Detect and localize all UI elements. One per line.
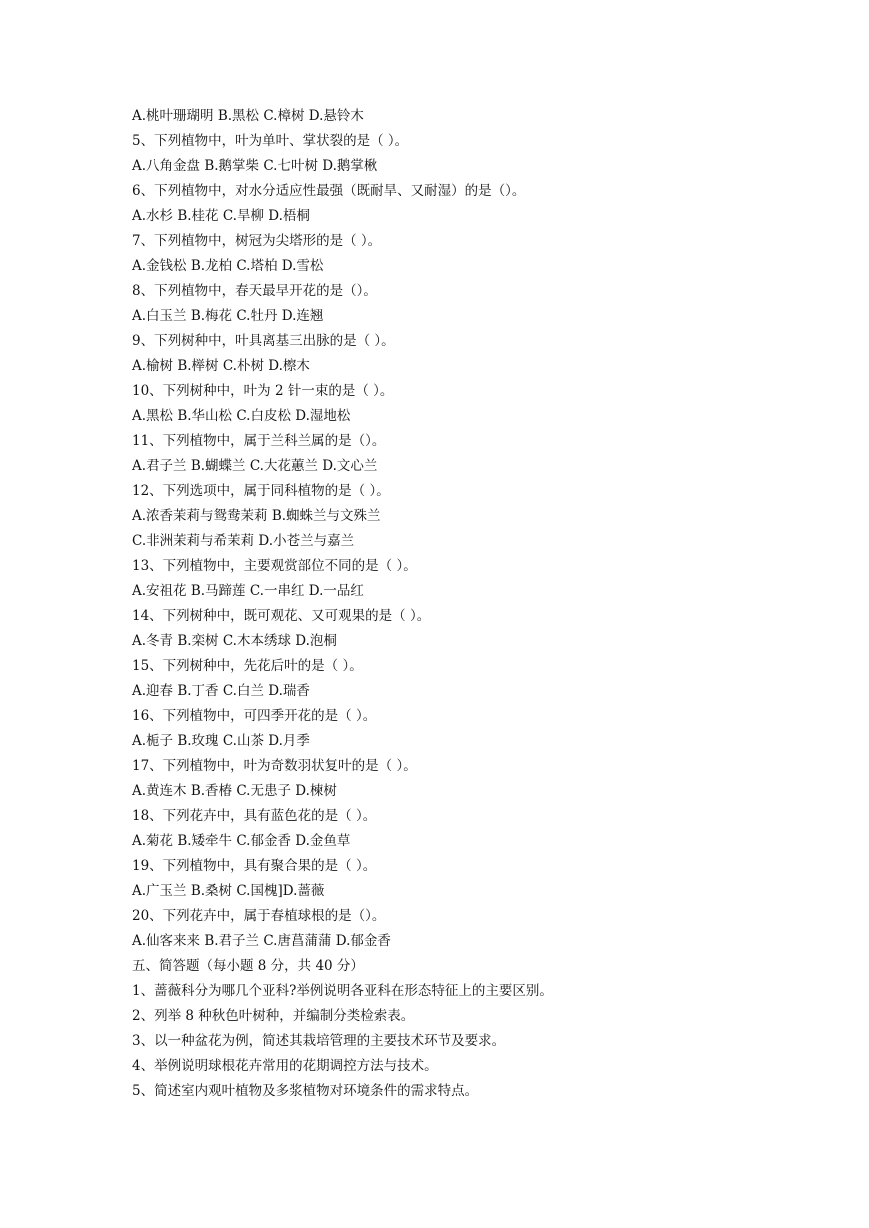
- option-line: A.桃叶珊瑚明 B.黑松 C.樟树 D.悬铃木: [132, 108, 364, 124]
- option-line: A.冬青 B.栾树 C.木本绣球 D.泡桐: [132, 633, 337, 649]
- short-answer-question: 2、列举 8 种秋色叶树种，并编制分类检索表。: [132, 1008, 415, 1024]
- question-line: 17、下列植物中，叶为奇数羽状复叶的是（ ）。: [132, 758, 417, 774]
- question-line: 8、下列植物中，春天最早开花的是（）。: [132, 283, 377, 299]
- question-line: 11、下列植物中，属于兰科兰属的是（）。: [132, 433, 386, 449]
- section-heading: 五、简答题（每小题 8 分，共 40 分）: [132, 958, 364, 974]
- question-line: 12、下列选项中，属于同科植物的是（ ）。: [132, 483, 390, 499]
- question-line: 10、下列树种中，叶为 2 针一束的是（ ）。: [132, 383, 394, 399]
- question-line: 19、下列植物中，具有聚合果的是（ ）。: [132, 858, 377, 874]
- question-line: 14、下列树种中，既可观花、又可观果的是（ ）。: [132, 608, 431, 624]
- option-line: A.水杉 B.桂花 C.旱柳 D.梧桐: [132, 208, 310, 224]
- document-body: [132, 104, 812, 1104]
- short-answer-question: 4、举例说明球根花卉常用的花期调控方法与技术。: [132, 1058, 438, 1074]
- option-line: A.浓香茉莉与鸳鸯茉莉 B.蜘蛛兰与文殊兰: [132, 508, 381, 524]
- option-line: C.非洲茉莉与希茉莉 D.小苍兰与嘉兰: [132, 533, 355, 549]
- short-answer-question: 1、蔷薇科分为哪几个亚科?举例说明各亚科在形态特征上的主要区别。: [132, 983, 553, 999]
- option-line: A.八角金盘 B.鹅掌柴 C.七叶树 D.鹅掌楸: [132, 158, 378, 174]
- option-line: A.榆树 B.榉树 C.朴树 D.檫木: [132, 358, 310, 374]
- question-line: 18、下列花卉中，具有蓝色花的是（ ）。: [132, 808, 377, 824]
- question-line: 5、下列植物中，叶为单叶、掌状裂的是（ ）。: [132, 133, 409, 149]
- option-line: A.栀子 B.玫瑰 C.山茶 D.月季: [132, 733, 310, 749]
- question-line: 6、下列植物中，对水分适应性最强（既耐旱、又耐湿）的是（）。: [132, 183, 526, 199]
- option-line: A.白玉兰 B.梅花 C.牡丹 D.连翘: [132, 308, 324, 324]
- question-line: 13、下列植物中，主要观赏部位不同的是（ ）。: [132, 558, 417, 574]
- question-line: 20、下列花卉中，属于春植球根的是（）。: [132, 908, 386, 924]
- option-line: A.广玉兰 B.桑树 C.国槐]D.蔷薇: [132, 883, 325, 899]
- option-line: A.金钱松 B.龙柏 C.塔柏 D.雪松: [132, 258, 324, 274]
- question-line: 7、下列植物中，树冠为尖塔形的是（ ）。: [132, 233, 382, 249]
- option-line: A.黄连木 B.香椿 C.无患子 D.楝树: [132, 783, 337, 799]
- short-answer-question: 5、简述室内观叶植物及多浆植物对环境条件的需求特点。: [132, 1083, 479, 1099]
- question-line: 16、下列植物中，可四季开花的是（ ）。: [132, 708, 377, 724]
- question-line: 15、下列树种中，先花后叶的是（ ）。: [132, 658, 363, 674]
- option-line: A.安祖花 B.马蹄莲 C.一串红 D.一品红: [132, 583, 364, 599]
- option-line: A.菊花 B.矮牵牛 C.郁金香 D.金鱼草: [132, 833, 351, 849]
- option-line: A.迎春 B.丁香 C.白兰 D.瑞香: [132, 683, 310, 699]
- option-line: A.黑松 B.华山松 C.白皮松 D.湿地松: [132, 408, 351, 424]
- short-answer-question: 3、以一种盆花为例，简述其栽培管理的主要技术环节及要求。: [132, 1033, 506, 1049]
- option-line: A.君子兰 B.蝴蝶兰 C.大花蕙兰 D.文心兰: [132, 458, 378, 474]
- option-line: A.仙客来来 B.君子兰 C.唐菖蒲蒲 D.郁金香: [132, 933, 391, 949]
- question-line: 9、下列树种中，叶具离基三出脉的是（ ）。: [132, 333, 395, 349]
